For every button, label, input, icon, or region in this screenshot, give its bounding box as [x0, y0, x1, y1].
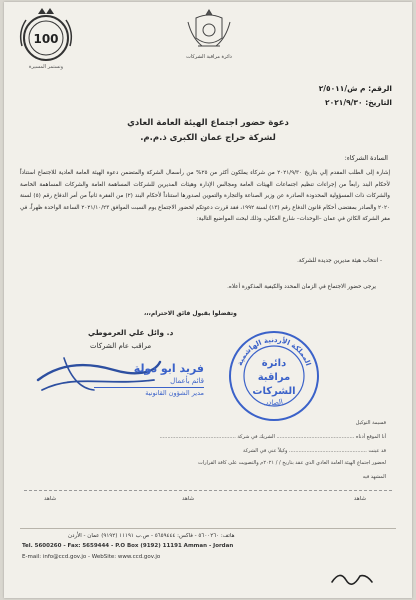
stamp-department: مدير الشؤون القانونية — [94, 387, 204, 397]
attendance-request: يرجى حضور الاجتماع في الزمان المحدد والكيفية المذكورة أعلاه. — [227, 284, 376, 290]
witness-label: شاهد — [44, 496, 57, 502]
form-divider — [24, 490, 392, 491]
proxy-form-line: المشهد فيه — [362, 474, 386, 480]
reference-number: الرقم: م ش/٢/٥٠١١ — [318, 84, 392, 93]
proxy-form-line: قد عينت ................................................. وكيلاً عني في الشركة — [242, 448, 386, 454]
company-name: لشركة حراج عمان الكبرى ذ.م.م. — [140, 133, 276, 143]
seal-line-2: مراقبة — [257, 372, 291, 383]
seal-line-3: الشركات — [252, 386, 296, 397]
crest-caption: دائرة مراقبة الشركات — [186, 54, 232, 60]
anniversary-number: 100 — [33, 32, 59, 46]
proxy-form-title: قسيمة التوكيل — [355, 420, 386, 426]
footer-contact-arabic: هاتف: ٥٦٠٠٢٦٠ - فاكس: ٥٦٥٩٤٤٤ - ص.ب ١١١٩١ (٩١٩٢) عمان - الأردن — [68, 533, 235, 539]
anniversary-caption: ونستمر المسيرة — [28, 64, 64, 70]
anniversary-100-logo-icon — [16, 6, 76, 70]
letter-body: إشارة إلى الطلب المقدم إلي بتاريخ ٢٠٢١/٩/٣٠ من شركاء يملكون أكثر من ٢٥% من رأسمال الشركة والمتضمن دعوة الهيئة العامة العادية للاجتماع استناداً لأحكام البند رابعاً من إجراءات تنظيم اجتماعات الهيئات العامة ومجالس الإدارة وهيئات المديرين للشركات المساهمة العامة والشركات المساهمة الخاصة والشركات ذات المسؤولية المحدودة الصادرة عن وزير الصناعة والتجارة والتموين لصدورها استناداً لأحكام البند (٢) من الفقرة ثانياً من أمر الدفاع رقم (٥) لسنة ٢٠٢٠ والصادر بمقتضى أحكام قانون الدفاع رقم (١٣) لسنة ١٩٩٢، فقد قررت دعوتكم لحضور الاجتماع يوم السبت الموافق ٢٠٢١/١٠/٢٣ الساعة الواحدة ظهراً، في مقر الشركة الكائن في عمان –الوحدات– شارع العكلي، وذلك لبحث المواضيع التالية: — [20, 170, 391, 223]
signer-name: د. وائل علي العرموطي — [88, 328, 174, 337]
stamp-role: قائم بأعمال — [170, 377, 204, 385]
svg-text:الصادر — [263, 397, 284, 407]
document-page — [4, 2, 412, 598]
proxy-form-line: أنا الموقع أدناه ................................................. الشريك في شركة ................................................ — [159, 434, 386, 440]
footer-web: E-mail: info@ccd.gov.jo - WebSite: www.ccd.gov.jo — [22, 554, 161, 560]
handwritten-mark-icon — [330, 568, 374, 588]
seal-line-1: دائرة — [261, 358, 287, 369]
document-title: دعوة حضور اجتماع الهيئة العامة العادي — [127, 118, 289, 128]
seal-top-text: المملكة الأردنية الهاشمية — [235, 335, 313, 367]
official-seal-icon — [226, 328, 322, 424]
stamp-name: فريد ابو دولة — [133, 362, 204, 375]
witness-label: شاهد — [182, 496, 195, 502]
jordan-coat-of-arms-icon — [184, 8, 234, 52]
footer-contact-english: Tel. 5600260 - Fax: 5659444 - P.O Box (9192) 11191 Amman - Jordan — [22, 543, 234, 549]
salutation: السادة الشركاء: — [344, 154, 388, 162]
agenda-item: - انتخاب هيئة مديرين جديدة للشركة. — [297, 258, 382, 264]
footer-divider — [20, 528, 396, 529]
reference-date: التاريخ: ٢٠٢١/٩/٣٠ — [325, 98, 392, 107]
witness-label: شاهد — [353, 496, 366, 502]
officer-stamp — [94, 362, 204, 418]
closing-respect: وتفضلوا بقبول فائق الاحترام،،، — [144, 310, 237, 317]
seal-bottom-text: الصادر — [264, 397, 284, 407]
proxy-form-line: لحضور اجتماع الهيئة العامة العادي الذي عقد بتاريخ / / ٢٠٢١م والتصويت على كافة القرارات — [197, 460, 386, 466]
signer-title: مراقب عام الشركات — [90, 342, 152, 350]
